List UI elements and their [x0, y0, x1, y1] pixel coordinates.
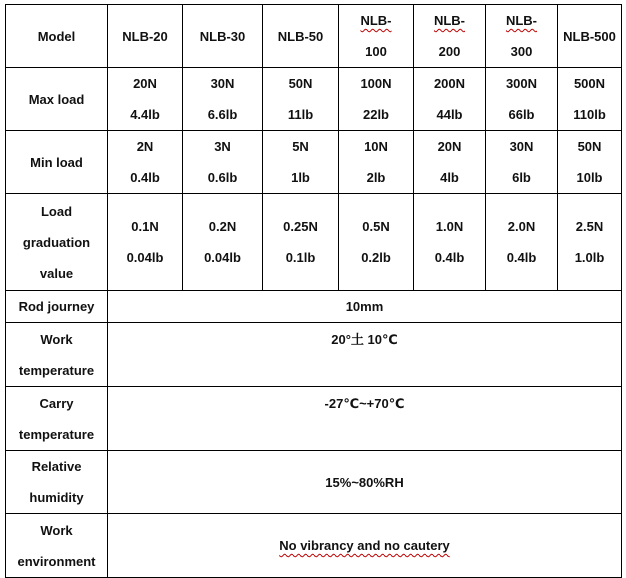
pound-value: 10lb [576, 170, 603, 185]
newton-value: 0.1N [131, 219, 159, 234]
pound-value: 0.1lb [285, 250, 316, 265]
max-load-cell [558, 68, 622, 131]
min-load-row [6, 131, 622, 194]
newton-value: 5N [292, 139, 309, 154]
max-load-cell [339, 68, 414, 131]
work-environment-value: No vibrancy and no cautery [279, 538, 450, 553]
newton-value: 100N [360, 76, 392, 91]
newton-value: 50N [288, 76, 313, 91]
graduation-cell [558, 194, 622, 291]
max-load-cell [108, 68, 183, 131]
model-cell [108, 5, 183, 68]
work-environment-label-line-1: Work [40, 522, 73, 538]
model-name-line-1: NLB- [433, 13, 466, 28]
work-temperature-row [6, 323, 622, 387]
pound-value: 0.6lb [207, 170, 238, 185]
newton-value: 0.25N [283, 219, 318, 234]
carry-temperature-value: -27℃~+70℃ [324, 396, 405, 411]
graduation-cell [339, 194, 414, 291]
relative-humidity-value: 15%~80%RH [325, 474, 404, 490]
relative-humidity-label-line-2: humidity [29, 490, 84, 505]
pound-value: 11lb [287, 107, 314, 122]
newton-value: 3N [214, 139, 231, 154]
min-load-cell [414, 131, 486, 194]
pound-value: 0.04lb [204, 250, 241, 265]
newton-value: 300N [505, 76, 538, 91]
work-temperature-value-cell [108, 323, 622, 387]
newton-value: 1.0N [435, 219, 464, 234]
max-load-cell [414, 68, 486, 131]
graduation-cell [414, 194, 486, 291]
pound-value: 4.4lb [130, 107, 160, 122]
min-load-cell [486, 131, 558, 194]
model-cell [183, 5, 263, 68]
graduation-row [6, 194, 622, 291]
newton-value: 20N [133, 76, 157, 91]
model-cell [339, 5, 414, 68]
model-name-line-2: 300 [510, 44, 533, 59]
newton-value: 20N [437, 139, 462, 154]
min-load-cell [183, 131, 263, 194]
pound-value: 44lb [436, 107, 463, 122]
carry-temperature-value-cell [108, 387, 622, 451]
work-environment-label-line-2: environment [17, 553, 96, 569]
pound-value: 1.0lb [574, 250, 605, 265]
model-label: Model [37, 28, 76, 44]
newton-value: 500N [573, 76, 606, 91]
relative-humidity-value-cell [108, 451, 622, 514]
pound-value: 4lb [440, 170, 459, 185]
min-load-label-cell [6, 131, 108, 194]
work-environment-label-cell [6, 514, 108, 578]
pound-value: 6.6lb [207, 107, 238, 122]
pound-value: 0.4lb [506, 250, 537, 265]
model-row [6, 5, 622, 68]
carry-temperature-label-line-1: Carry [39, 395, 74, 411]
max-load-label-cell [6, 68, 108, 131]
newton-value: 0.5N [362, 219, 390, 234]
graduation-cell [486, 194, 558, 291]
newton-value: 50N [577, 139, 602, 154]
graduation-cell [183, 194, 263, 291]
model-cell [263, 5, 339, 68]
model-name: NLB-20 [122, 28, 168, 44]
work-temperature-label-line-1: Work [40, 331, 73, 347]
pound-value: 110lb [573, 107, 606, 122]
work-temperature-value: 20°土 10℃ [331, 332, 398, 347]
min-load-cell [339, 131, 414, 194]
model-name: NLB-50 [277, 28, 324, 44]
newton-value: 2.5N [575, 219, 604, 234]
pound-value: 1lb [291, 170, 310, 185]
pound-value: 22lb [362, 107, 389, 122]
carry-temperature-label-cell [6, 387, 108, 451]
carry-temperature-label-line-2: temperature [18, 426, 95, 442]
model-name-line-1: NLB- [505, 13, 538, 28]
max-load-label: Max load [28, 91, 85, 107]
graduation-label-cell [6, 194, 108, 291]
model-cell [414, 5, 486, 68]
min-load-cell [558, 131, 622, 194]
rod-journey-value: 10mm [345, 299, 384, 314]
newton-value: 30N [210, 76, 235, 91]
model-name-line-2: 100 [365, 44, 387, 59]
carry-temperature-row [6, 387, 622, 451]
pound-value: 2lb [366, 170, 386, 185]
work-temperature-label-cell [6, 323, 108, 387]
model-label-cell [6, 5, 108, 68]
graduation-label-line-2: graduation [22, 234, 91, 250]
newton-value: 200N [433, 76, 466, 91]
pound-value: 66lb [508, 107, 535, 122]
model-cell [486, 5, 558, 68]
pound-value: 6lb [512, 170, 531, 185]
rod-journey-label-cell [6, 291, 108, 323]
pound-value: 0.04lb [126, 250, 164, 265]
rod-journey-row [6, 291, 622, 323]
graduation-cell [108, 194, 183, 291]
newton-value: 30N [509, 139, 534, 154]
model-name: NLB-500 [563, 28, 616, 44]
max-load-cell [486, 68, 558, 131]
work-environment-value-cell [108, 514, 622, 578]
newton-value: 10N [364, 139, 388, 154]
max-load-row [6, 68, 622, 131]
model-name-line-1: NLB- [360, 13, 392, 28]
rod-journey-label: Rod journey [18, 299, 95, 314]
min-load-cell [263, 131, 339, 194]
work-temperature-label-line-2: temperature [18, 362, 95, 378]
model-cell [558, 5, 622, 68]
max-load-cell [263, 68, 339, 131]
graduation-label-line-3: value [39, 265, 74, 281]
relative-humidity-label-cell [6, 451, 108, 514]
min-load-cell [108, 131, 183, 194]
rod-journey-value-cell [108, 291, 622, 323]
graduation-label-line-1: Load [40, 203, 73, 219]
pound-value: 0.4lb [130, 170, 160, 185]
relative-humidity-label-line-1: Relative [31, 459, 82, 474]
max-load-cell [183, 68, 263, 131]
newton-value: 2N [136, 139, 154, 154]
work-environment-row [6, 514, 622, 578]
min-load-label: Min load [30, 154, 83, 170]
model-name: NLB-30 [199, 28, 246, 44]
pound-value: 0.4lb [434, 250, 465, 265]
newton-value: 2.0N [507, 219, 536, 234]
newton-value: 0.2N [208, 219, 237, 234]
relative-humidity-row [6, 451, 622, 514]
spec-table [5, 4, 622, 578]
graduation-cell [263, 194, 339, 291]
pound-value: 0.2lb [361, 250, 391, 265]
model-name-line-2: 200 [438, 44, 461, 59]
